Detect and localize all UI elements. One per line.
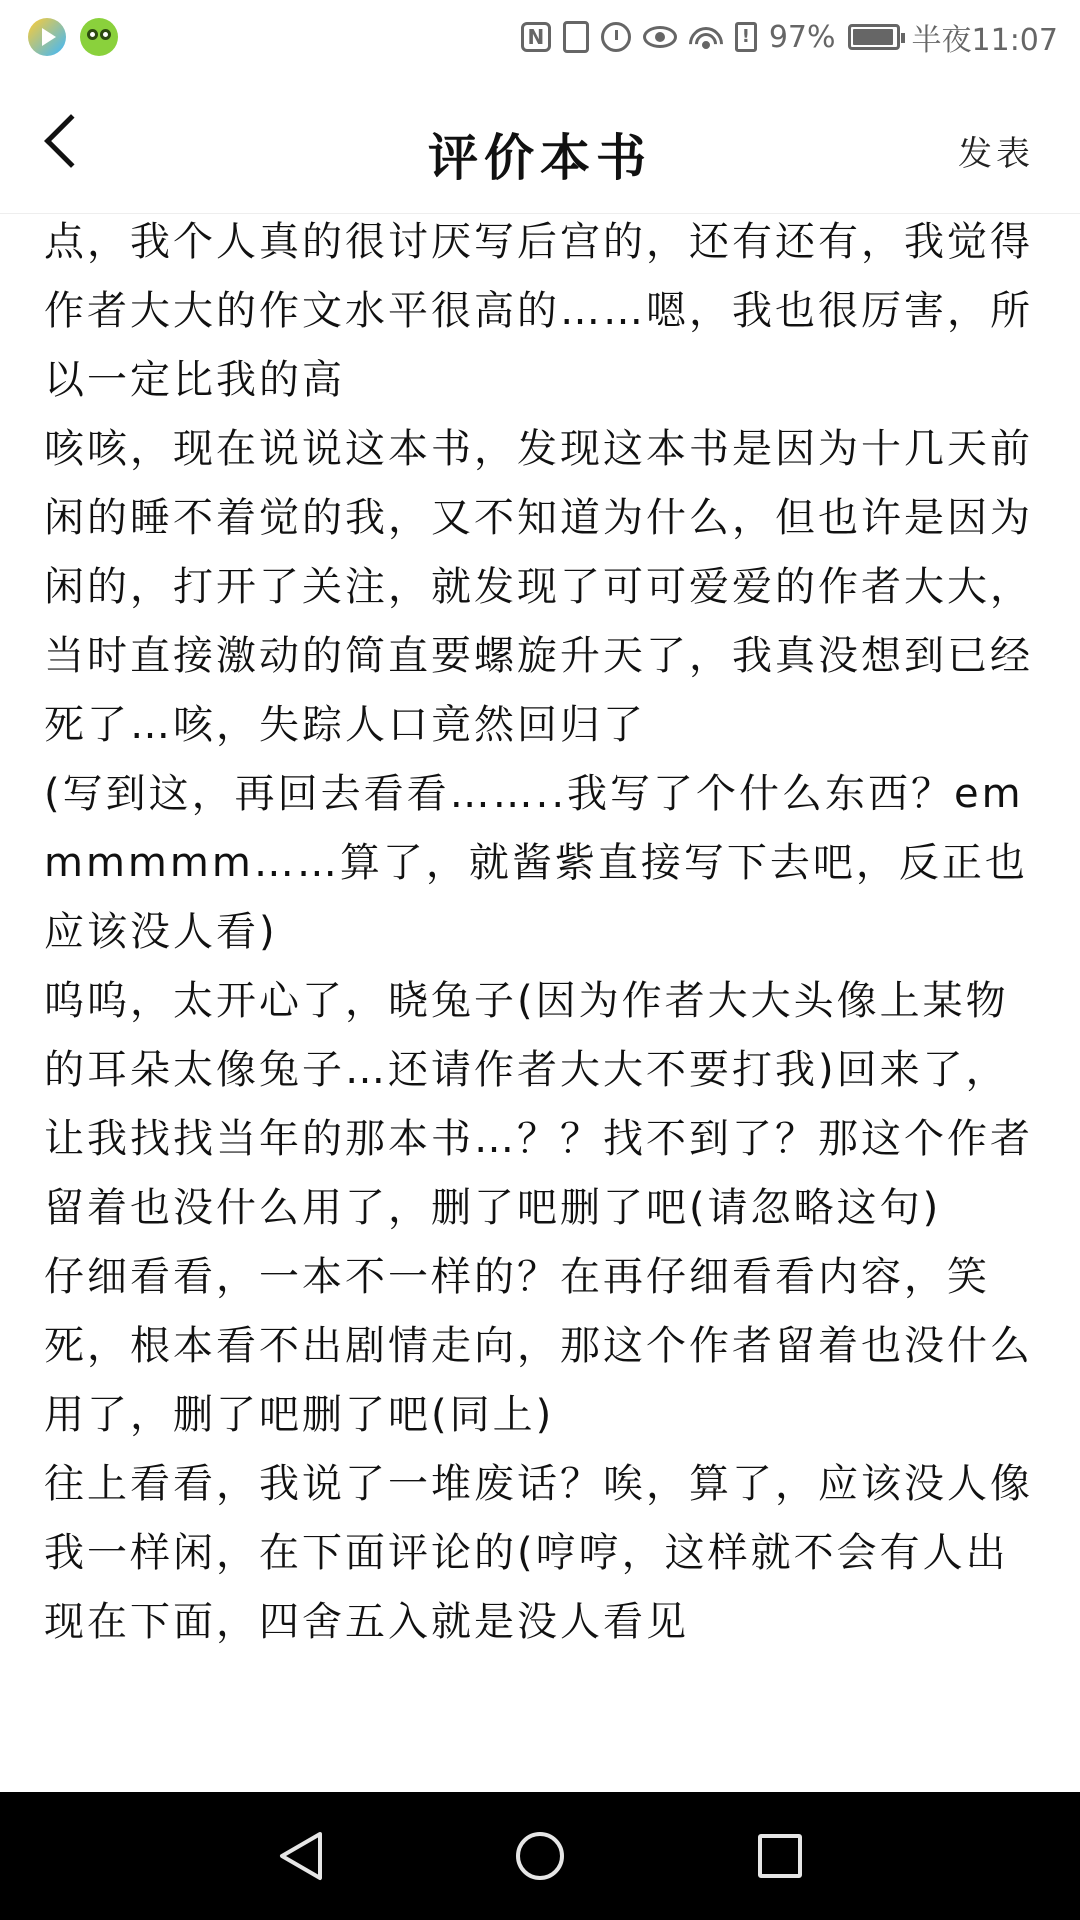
video-app-icon — [28, 18, 66, 56]
review-paragraph: 咳咳，现在说说这本书，发现这本书是因为十几天前闲的睡不着觉的我，又不知道为什么，但也许是因为闲的，打开了关注，就发现了可可爱爱的作者大大，当时直接激动的简直要螺旋升天了，我真没想到已经死了…咳，失踪人口竟然回归了 — [44, 426, 1033, 748]
review-text-area[interactable] — [0, 214, 1080, 1792]
system-navigation-bar — [0, 1792, 1080, 1920]
battery-fill — [853, 29, 894, 45]
nfc-icon: N — [521, 22, 551, 52]
review-paragraph: 往上看看，我说了一堆废话？唉，算了，应该没人像我一样闲，在下面评论的(哼哼，这样就不会有人出现在下面，四舍五入就是没人看见 — [44, 1461, 1033, 1645]
home-circle-icon[interactable] — [516, 1832, 564, 1880]
review-paragraph: (写到这，再回去看看……..我写了个什么东西？emmmmmm……算了，就酱紫直接写下去吧，反正也应该没人看) — [44, 771, 1028, 955]
recents-square-icon[interactable] — [758, 1834, 802, 1878]
battery-saver-icon: ! — [735, 22, 757, 52]
review-paragraph: 呜呜，太开心了，晓兔子(因为作者大大头像上某物的耳朵太像兔子…还请作者大大不要打我)回来了，让我找找当年的那本书…？？找不到了？那这个作者留着也没什么用了，删了吧删了吧(请忽略这句) — [44, 978, 1033, 1231]
review-paragraph: 点，我个人真的很讨厌写后宫的，还有还有，我觉得作者大大的作文水平很高的……嗯，我也很厉害，所以一定比我的高 — [44, 219, 1033, 403]
publish-button[interactable]: 发表 — [958, 134, 1034, 174]
status-right — [521, 15, 1058, 59]
alarm-icon — [601, 22, 631, 52]
vibrate-icon — [563, 21, 589, 53]
status-bar — [0, 0, 1080, 74]
review-text — [44, 214, 1036, 1657]
nav-bar — [0, 74, 1080, 214]
battery-percent: 97% — [768, 19, 836, 55]
battery-icon — [848, 24, 900, 50]
wifi-icon — [689, 23, 723, 51]
eye-comfort-icon — [643, 26, 677, 48]
status-left — [28, 18, 118, 56]
frog-app-icon — [80, 18, 118, 56]
clock: 半夜11:07 — [911, 23, 1058, 58]
review-paragraph: 仔细看看，一本不一样的？在再仔细看看内容，笑死，根本看不出剧情走向，那这个作者留着也没什么用了，删了吧删了吧(同上) — [44, 1254, 1033, 1438]
back-triangle-icon[interactable] — [276, 1830, 324, 1882]
page-title: 评价本书 — [428, 128, 652, 187]
